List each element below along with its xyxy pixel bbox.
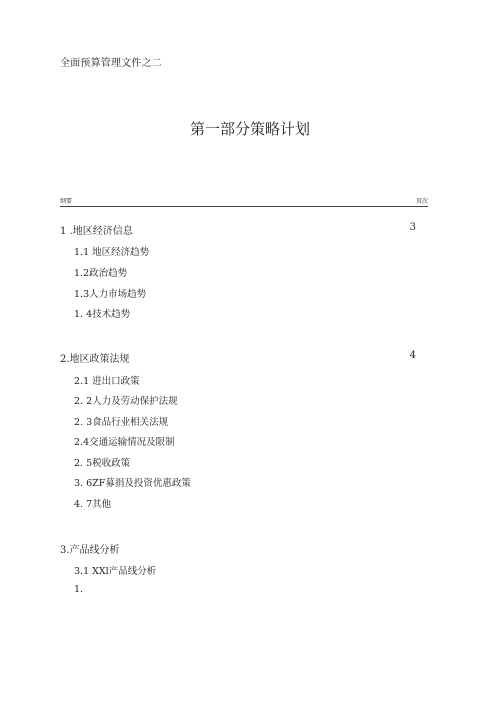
toc-header-page: 页次 xyxy=(415,198,428,205)
toc-item: 1.1 地区经济趋势 xyxy=(74,247,150,258)
toc-item: 2. 3食品行业相关法规 xyxy=(74,417,169,428)
toc-section-page: 4 xyxy=(409,350,416,361)
toc-section-page: 3 xyxy=(409,222,416,233)
toc-header xyxy=(60,196,428,207)
toc-item: 4. 7其他 xyxy=(74,499,112,510)
toc-item: 2.4交通运输情况及限制 xyxy=(74,437,175,448)
toc-section-label: 2.地区政策法规 xyxy=(60,354,130,365)
toc-header-outline: 纲要 xyxy=(60,198,73,205)
toc-item: 2. 2人力及劳动保护法规 xyxy=(74,396,178,407)
toc-item: 1. 4技术趋势 xyxy=(74,309,131,320)
page-title: 第一部分策略计划 xyxy=(189,120,310,138)
toc-item: 3.1 XXl产品线分析 xyxy=(74,566,157,577)
toc-item: 1.2政治趋势 xyxy=(74,268,128,279)
toc-item: 2.1 进出口政策 xyxy=(74,376,140,387)
toc-item: 3. 6ZF募捐及投资优惠政策 xyxy=(74,478,191,489)
toc-section-label: 3.产品线分析 xyxy=(60,545,120,556)
toc-item: 1. xyxy=(74,584,84,595)
toc-item: 1.3人力市场趋势 xyxy=(74,289,147,300)
header-note: 全面预算管理文件之二 xyxy=(60,58,162,69)
toc-section-label: 1 .地区经济信息 xyxy=(60,226,133,237)
toc-item: 2. 5税收政策 xyxy=(74,458,131,469)
